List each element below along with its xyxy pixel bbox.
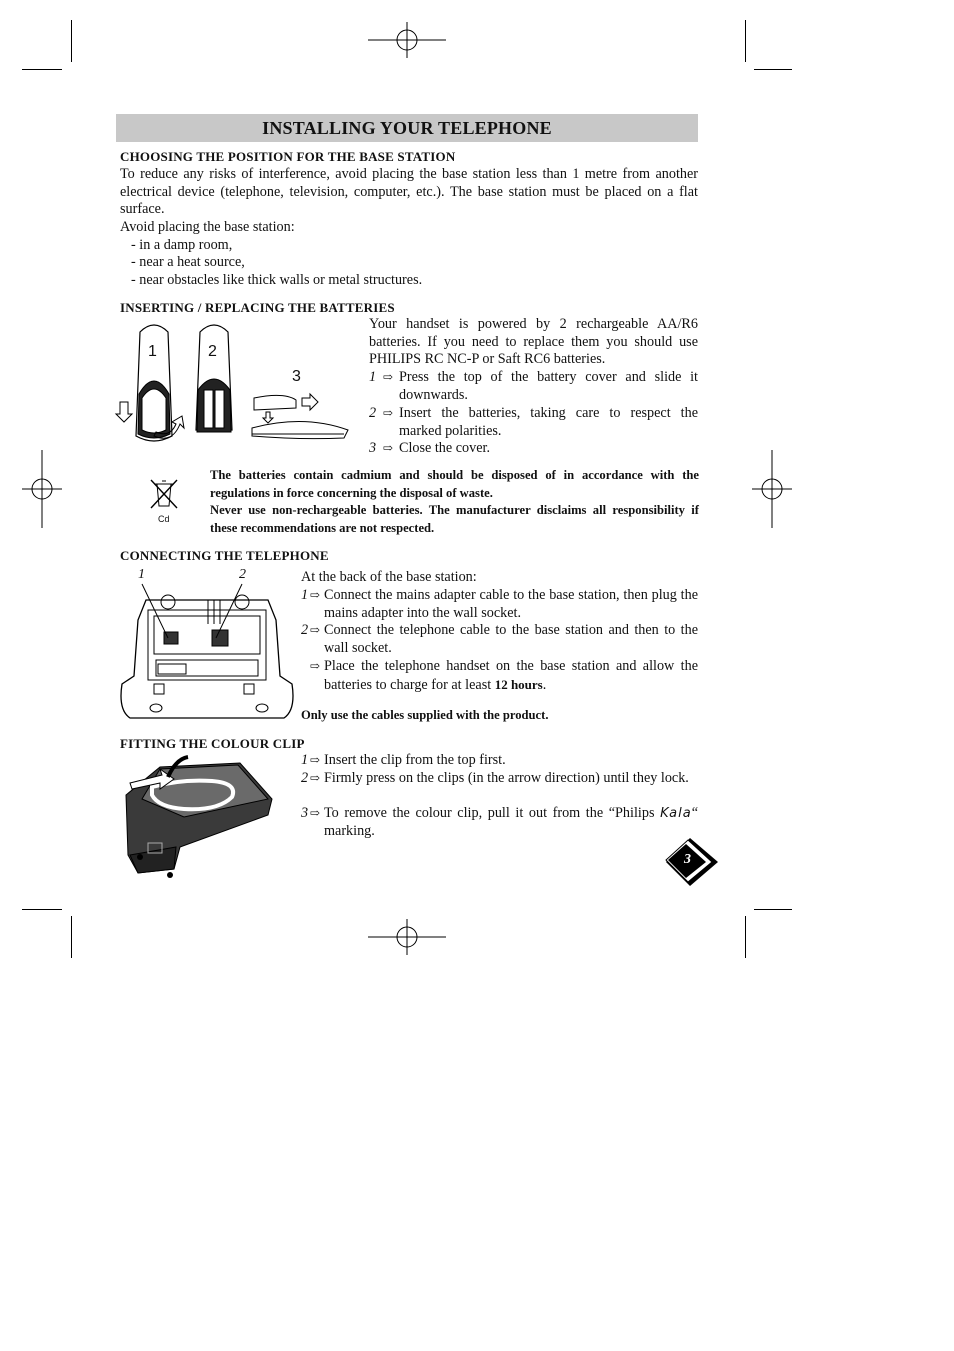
cables-note: Only use the cables supplied with the product.: [301, 708, 549, 722]
step-text-part: “ marking.: [324, 805, 698, 839]
registration-mark-right: [752, 450, 792, 528]
step-number: 1: [369, 369, 377, 385]
step-number: 2: [301, 770, 309, 786]
list-item: - in a damp room,: [131, 237, 233, 253]
battery-illustration: [114, 318, 354, 460]
arrow-icon: ⇨: [310, 771, 321, 785]
batteries-intro: Your handset is powered by 2 rechargeable AA/R6 batteries. If you need to replace them you should use PHILIPS RC NC-P or Saft RC6 batteries.: [369, 316, 698, 368]
battery-step: [369, 369, 698, 404]
warning-nonrechargeable: Never use non-rechargeable batteries. The manufacturer disclaims all responsibility if these recommendations are not respected.: [210, 503, 699, 535]
section-heading-connecting: CONNECTING THE TELEPHONE: [120, 548, 329, 563]
section-heading-clip: FITTING THE COLOUR CLIP: [120, 736, 305, 751]
crop-mark: [745, 20, 746, 62]
clip-step: [301, 805, 698, 840]
crop-mark: [745, 916, 746, 958]
base-station-back-illustration: [116, 580, 298, 724]
step-text-part: To remove the colour clip, pull it out from the “Philips: [324, 805, 661, 821]
step-text: Press the top of the battery cover and slide it downwards.: [399, 369, 698, 403]
figure-label: 1: [138, 567, 145, 582]
step-text: [324, 658, 698, 694]
section-heading-position: CHOOSING THE POSITION FOR THE BASE STATION: [120, 149, 456, 164]
clip-step: [301, 752, 698, 770]
list-item: - near a heat source,: [131, 254, 245, 270]
registration-mark-bottom: [368, 919, 446, 955]
kala-logo: Kala: [660, 806, 692, 821]
step-number: 1: [301, 752, 309, 768]
page-number-badge: [662, 836, 722, 888]
battery-step: [369, 440, 698, 458]
arrow-icon: ⇨: [310, 659, 321, 673]
step-number: 2: [301, 622, 309, 638]
crop-mark: [22, 69, 62, 70]
step-text: [324, 805, 698, 840]
step-text: Connect the telephone cable to the base station and then to the wall socket.: [324, 622, 698, 656]
arrow-icon: ⇨: [310, 806, 321, 820]
step-text-part: Place the telephone handset on the base station and allow the batteries to charge for at least: [324, 658, 698, 693]
registration-mark-left: [22, 450, 62, 528]
clip-step: [301, 770, 698, 788]
arrow-icon: ⇨: [383, 441, 394, 455]
step-text: Close the cover.: [399, 440, 491, 456]
step-number: 1: [301, 587, 309, 603]
connecting-step: [301, 658, 698, 694]
connecting-intro: At the back of the base station:: [301, 569, 477, 585]
figure-label: 2: [208, 343, 217, 360]
registration-mark-top: [368, 22, 446, 58]
charge-duration: 12 hours: [494, 676, 543, 692]
step-text-part: .: [542, 676, 547, 693]
crop-mark: [754, 69, 792, 70]
arrow-icon: ⇨: [383, 370, 394, 384]
arrow-icon: ⇨: [310, 588, 321, 602]
figure-label: 1: [148, 343, 157, 360]
figure-label: 3: [292, 368, 301, 385]
section-heading-batteries: INSERTING / REPLACING THE BATTERIES: [120, 300, 395, 315]
page-title: INSTALLING YOUR TELEPHONE: [116, 114, 698, 142]
bin-label: Cd: [158, 514, 170, 524]
step-text: Insert the batteries, taking care to respect the marked polarities.: [399, 405, 698, 439]
page-number: 3: [684, 852, 691, 867]
arrow-icon: ⇨: [310, 753, 321, 767]
step-number: 3: [301, 805, 309, 821]
step-text: Insert the clip from the top first.: [324, 752, 506, 768]
colour-clip-illustration: [120, 755, 276, 881]
crop-mark: [22, 909, 62, 910]
figure-label: 2: [239, 567, 246, 582]
position-avoid-intro: Avoid placing the base station:: [120, 219, 295, 235]
step-number: 3: [369, 440, 377, 456]
arrow-icon: ⇨: [383, 406, 394, 420]
crop-mark: [754, 909, 792, 910]
crop-mark: [71, 20, 72, 62]
crop-mark: [71, 916, 72, 958]
step-text: Firmly press on the clips (in the arrow direction) until they lock.: [324, 770, 689, 786]
connecting-step: [301, 622, 698, 657]
step-number: [301, 658, 310, 694]
step-text: Connect the mains adapter cable to the base station, then plug the mains adapter into the wall socket.: [324, 587, 698, 621]
position-paragraph: To reduce any risks of interference, avoid placing the base station less than 1 metre from another electrical device (telephone, television, computer, etc.). The base station must be placed on a flat surface.: [120, 166, 698, 218]
crossed-bin-icon: [148, 478, 180, 514]
connecting-step: [301, 587, 698, 622]
battery-step: [369, 405, 698, 440]
arrow-icon: ⇨: [310, 623, 321, 637]
step-number: 2: [369, 405, 377, 421]
warning-cadmium: The batteries contain cadmium and should be disposed of in accordance with the regulations in force concerning the disposal of waste.: [210, 468, 699, 500]
list-item: - near obstacles like thick walls or metal structures.: [131, 272, 423, 288]
